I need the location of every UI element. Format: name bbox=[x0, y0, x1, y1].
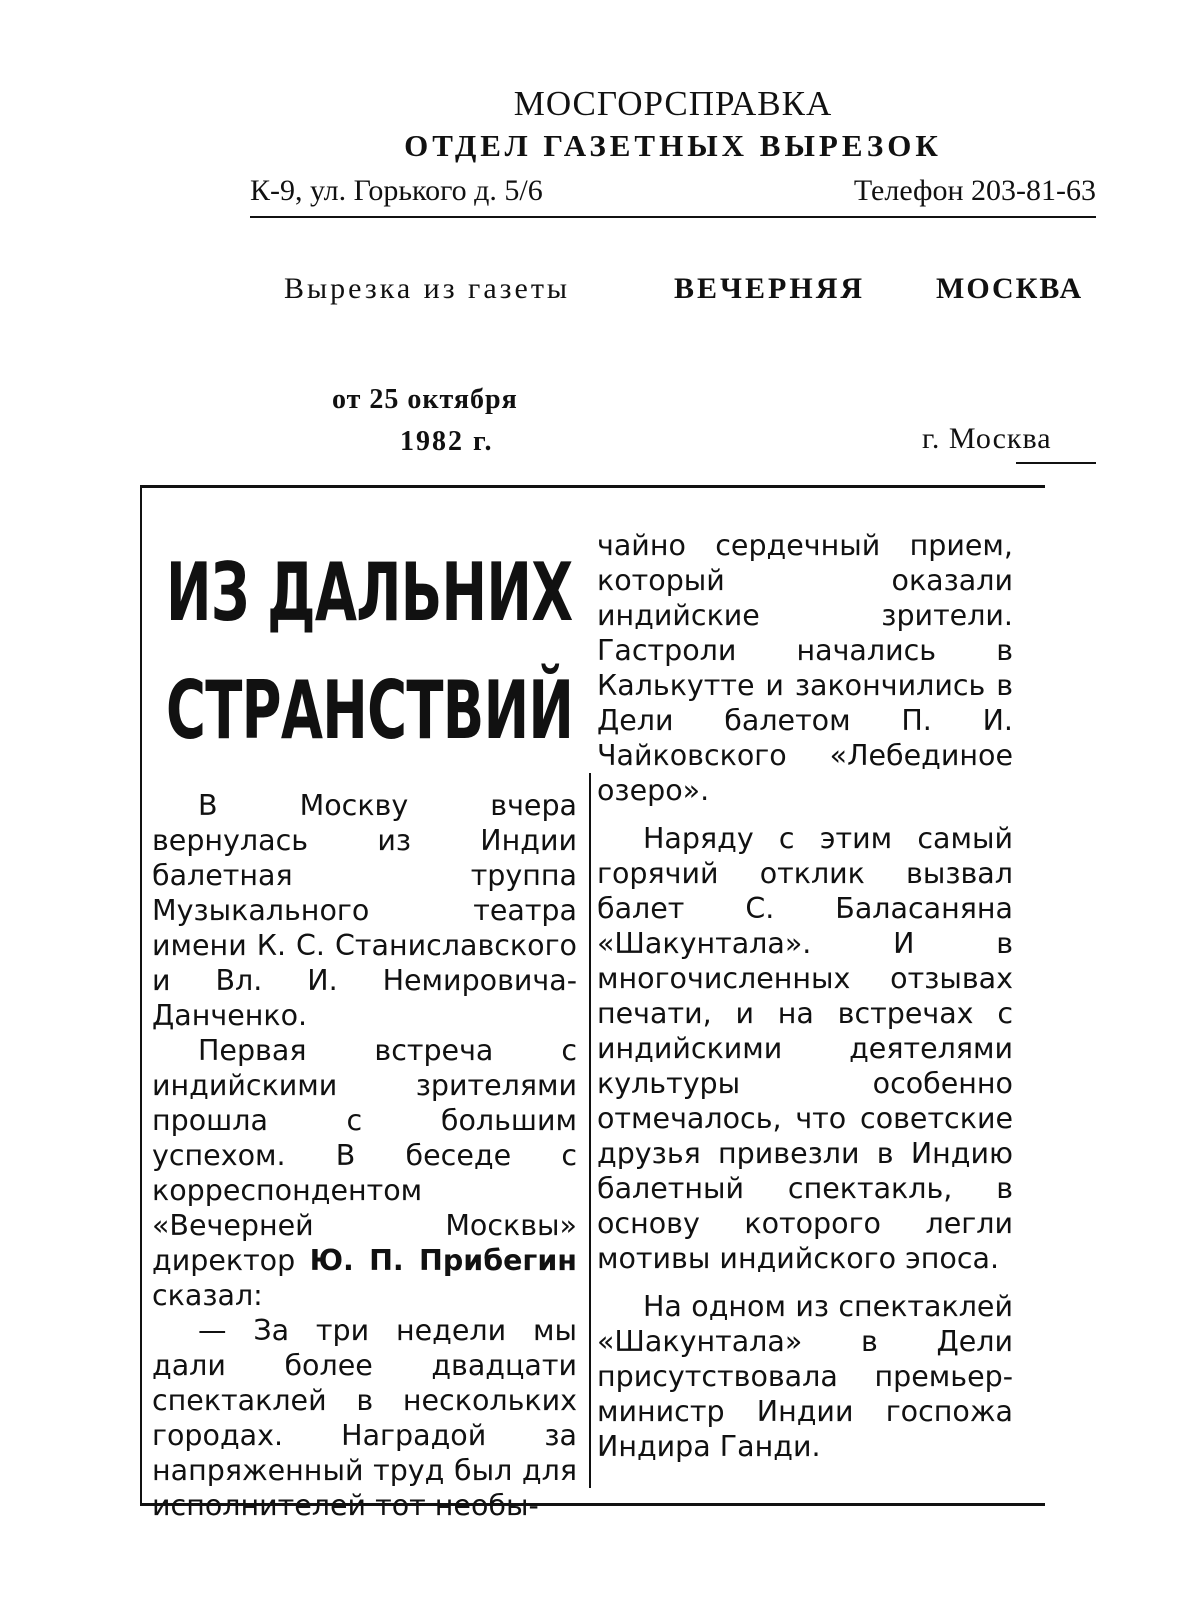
paragraph-5: На одном из спектаклей «Шакунтала» в Дели присутствовала премьер-министр Индии госпожа Индира Ганди. bbox=[597, 1290, 1013, 1463]
date-day-month: от 25 октября bbox=[332, 384, 518, 415]
article-column-2 bbox=[597, 528, 1013, 1464]
paragraph-2 bbox=[152, 1033, 577, 1313]
headline-line-1: ИЗ ДАЛЬНИХ bbox=[166, 546, 573, 639]
newspaper-name-word2: МОСКВА bbox=[936, 272, 1084, 305]
article-headline bbox=[166, 534, 574, 770]
article-column-1 bbox=[152, 788, 577, 1523]
paragraph-3-start: — За три недели мы дали более двадцати спектаклей в нескольких городах. Наградой за напряженный труд был для исполнителей тот необы- bbox=[152, 1314, 577, 1522]
agency-name: МОСГОРСПРАВКА bbox=[513, 84, 833, 123]
headline-line-2: СТРАНСТВИЙ bbox=[166, 664, 574, 757]
date-year: 1982 г. bbox=[400, 426, 494, 457]
newspaper-name-word1: ВЕЧЕРНЯЯ bbox=[674, 272, 866, 305]
paragraph-3-end: чайно сердечный прием, который оказали индийские зрители. Гастроли начались в Калькутте и закончились в Дели балетом П. И. Чайковского «Лебединое озеро». bbox=[597, 529, 1013, 807]
source-label: Вырезка из газеты bbox=[284, 272, 571, 305]
paragraph-4: Наряду с этим самый горячий отклик вызвал балет С. Баласаняна «Шакунтала». И в многочисленных отзывах печати, и на встречах с индийскими деятелями культуры особенно отмечалось, что советские друзья привезли в Индию балетный спектакль, в основу которого легли мотивы индийского эпоса. bbox=[597, 822, 1013, 1275]
address: К-9, ул. Горького д. 5/6 bbox=[250, 174, 543, 207]
column-divider bbox=[589, 773, 591, 1488]
paragraph-2-text: Первая встреча с индийскими зрителями прошла с большим успехом. В беседе с корреспондентом «Вечерней Москвы» директор bbox=[152, 1034, 577, 1277]
paragraph-1: В Москву вчера вернулась из Индии балетная труппа Музыкального театра имени К. С. Станиславского и Вл. И. Немировича-Данченко. bbox=[152, 789, 577, 1032]
paragraph-2-end: сказал: bbox=[152, 1279, 263, 1312]
city-underline bbox=[1016, 462, 1096, 464]
newspaper-clipping bbox=[140, 485, 1045, 1522]
director-name: Ю. П. Прибегин bbox=[309, 1244, 577, 1277]
department-name: ОТДЕЛ ГАЗЕТНЫХ ВЫРЕЗОК bbox=[404, 128, 942, 163]
address-line bbox=[250, 174, 1096, 218]
phone-number: Телефон 203-81-63 bbox=[853, 174, 1096, 207]
city: г. Москва bbox=[922, 422, 1052, 455]
